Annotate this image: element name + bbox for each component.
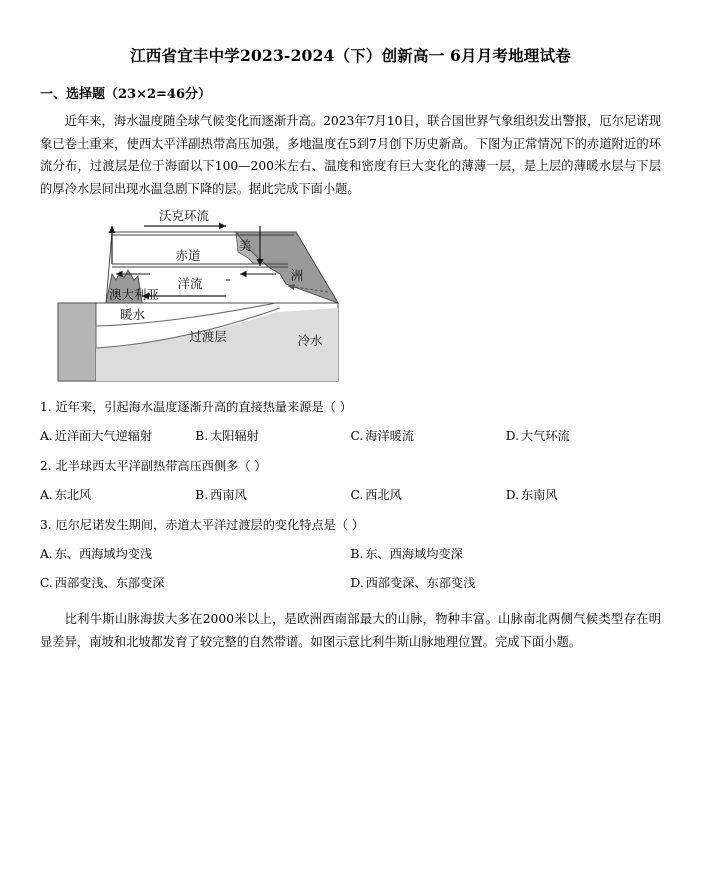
- option-text: 东、西海域均变浅: [54, 547, 153, 562]
- question-3-option-c[interactable]: [40, 572, 351, 594]
- option-label: B.: [195, 488, 209, 503]
- intro-paragraph: 近年来，海水温度随全球气候变化而逐渐升高。2023年7月10日，联合国世界气象组织发出警报，厄尔尼诺现象已卷土重来，使西太平洋副热带高压加强，多地温度在5到7月创下历史新高。下图为正常情况下的赤道附近的环流分布，过渡层是位于海面以下100—200米左右、温度和密度有巨大变化的薄薄一层，是上层的薄暖水层与下层的厚冷水层间出现水温急剧下降的层。据此完成下面小题。: [40, 114, 661, 196]
- question-3-options-row-1: [40, 536, 661, 565]
- option-text: 西部变深、东部变浅: [365, 576, 476, 591]
- question-3-stem: 3. 厄尔尼诺发生期间，赤道太平洋过渡层的变化特点是（ ）: [40, 518, 365, 533]
- option-text: 西北风: [365, 488, 402, 503]
- option-text: 西南风: [210, 488, 247, 503]
- option-text: 东、西海域均变深: [365, 547, 463, 562]
- question-2-option-c[interactable]: [351, 484, 506, 506]
- question-3-option-a[interactable]: [40, 543, 351, 565]
- question-list: [0, 388, 701, 594]
- question-1-options: [40, 418, 661, 447]
- question-2-stem: 2. 北半球西太平洋副热带高压西侧多（ ）: [40, 459, 267, 474]
- option-label: D.: [350, 576, 364, 591]
- section-heading: 一、选择题（23×2=46分）: [40, 87, 212, 103]
- tail-paragraph: 比利牛斯山脉海拔大多在2000米以上，是欧洲西南部最大的山脉，物种丰富。山脉南北两侧气候类型存在明显差异，南坡和北坡都发育了较完整的自然带谱。如图示意比利牛斯山脉地理位置。完成下面小题。: [40, 612, 661, 650]
- option-label: C.: [40, 576, 53, 591]
- option-text: 大气环流: [520, 429, 570, 444]
- option-text: 太阳辐射: [210, 429, 259, 444]
- question-3-options-row-2: [40, 565, 661, 594]
- question-1-option-d[interactable]: [506, 425, 661, 447]
- question-2: [40, 447, 661, 506]
- option-label: D.: [505, 429, 519, 444]
- label-equator: 赤道: [175, 248, 201, 264]
- option-label: C.: [350, 429, 364, 444]
- question-3-option-d[interactable]: [351, 572, 662, 594]
- question-3: [40, 506, 661, 594]
- question-1-option-a[interactable]: [40, 425, 195, 447]
- label-cold-water: 冷水: [297, 333, 323, 349]
- option-label: A.: [40, 429, 53, 444]
- question-1-stem: 1. 近年来，引起海水温度逐渐升高的直接热量来源是（ ）: [40, 400, 352, 415]
- continental-block: [58, 303, 96, 381]
- label-america-1: 美: [238, 238, 252, 254]
- option-text: 东南风: [520, 488, 558, 503]
- option-label: A.: [40, 547, 53, 562]
- option-text: 海洋暖流: [365, 429, 415, 444]
- option-label: A.: [40, 488, 53, 503]
- figure-svg: [48, 208, 363, 388]
- option-text: 东北风: [54, 488, 92, 503]
- question-2-option-d[interactable]: [506, 484, 661, 506]
- option-label: D.: [505, 488, 519, 503]
- label-current: 洋流: [177, 276, 203, 292]
- page-title: 江西省宜丰中学2023-2024（下）创新高一 6月月考地理试卷: [130, 46, 571, 65]
- question-3-option-b[interactable]: [351, 543, 662, 565]
- question-2-option-a[interactable]: [40, 484, 195, 506]
- option-label: B.: [195, 429, 209, 444]
- question-1-option-b[interactable]: [195, 425, 350, 447]
- walker-circulation-figure: [0, 200, 701, 388]
- label-australia: 澳大利亚: [108, 287, 160, 303]
- option-text: 西部变浅、东部变深: [54, 576, 165, 591]
- label-walker: 沃克环流: [158, 208, 210, 224]
- label-america-2: 洲: [290, 268, 304, 284]
- question-1: [40, 388, 661, 447]
- question-1-option-c[interactable]: [351, 425, 506, 447]
- question-2-options: [40, 477, 661, 506]
- option-text: 近洋面大气逆辐射: [54, 429, 153, 444]
- question-2-option-b[interactable]: [195, 484, 350, 506]
- label-transition-layer: 过渡层: [189, 329, 227, 345]
- label-warm-water: 暖水: [120, 307, 146, 323]
- option-label: B.: [350, 547, 364, 562]
- option-label: C.: [350, 488, 364, 503]
